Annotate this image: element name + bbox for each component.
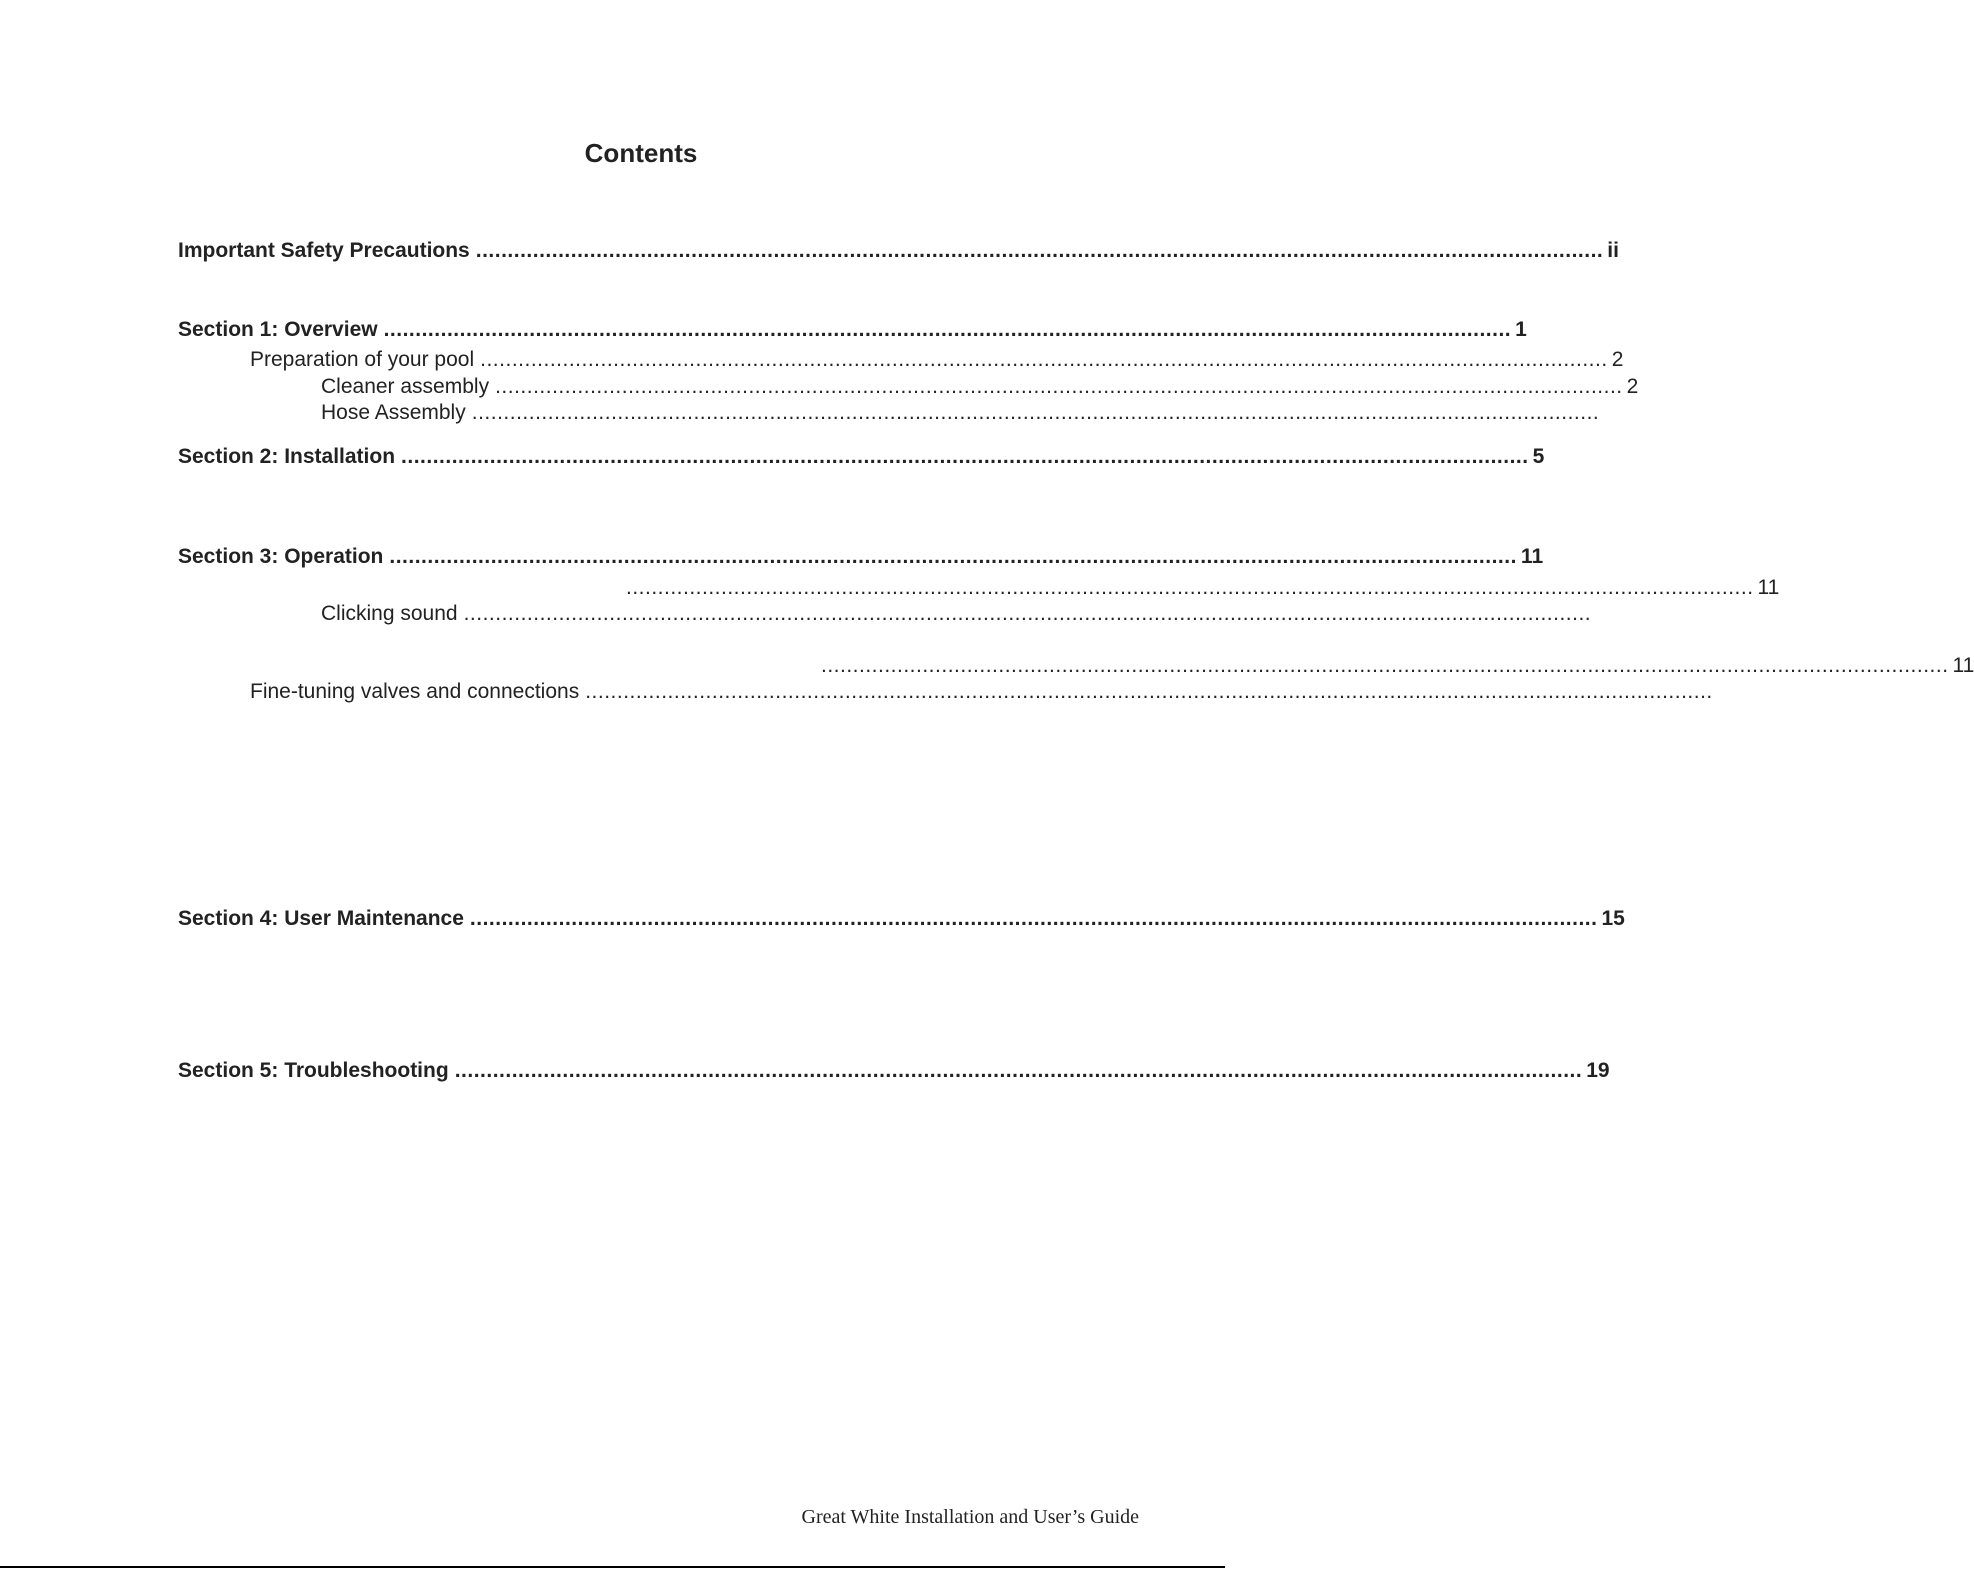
toc-leader: ..................................................................................................................................................................................: [471, 401, 1600, 424]
toc-entry-fine-tuning[interactable]: [250, 678, 1713, 706]
toc-label: Important Safety Precautions: [178, 239, 470, 262]
toc-entry-section-3[interactable]: [178, 543, 1544, 571]
toc-entry-hose-assembly[interactable]: [321, 399, 1600, 427]
toc-leader: ..................................................................................................................................................................................: [383, 318, 1512, 341]
toc-leader: ..................................................................................................................................................................................: [821, 654, 1949, 677]
toc-leader: ..................................................................................................................................................................................: [626, 576, 1754, 599]
toc-entry-section-2[interactable]: [178, 443, 1545, 471]
toc-leader: ..................................................................................................................................................................................: [585, 680, 1713, 703]
toc-entry-section-1[interactable]: [178, 316, 1527, 344]
page-title: Contents: [584, 138, 698, 168]
toc-entry-section-3-subentry-2[interactable]: [815, 652, 1974, 680]
toc-page-number: 15: [1601, 907, 1625, 930]
toc-page-number: 2: [1611, 348, 1624, 371]
toc-entry-preparation[interactable]: [250, 346, 1624, 374]
toc-entry-section-3-subentry[interactable]: [620, 574, 1780, 602]
toc-entry-section-5[interactable]: [178, 1057, 1610, 1085]
toc-page-number: 5: [1532, 445, 1545, 468]
toc-page-number: 1: [1515, 318, 1527, 341]
toc-entry-section-4[interactable]: [178, 905, 1625, 933]
toc-entry-safety[interactable]: [178, 237, 1619, 265]
toc-label: Clicking sound: [321, 602, 458, 625]
page-footer: Great White Installation and User’s Guide: [801, 1506, 1139, 1528]
toc-page-number: 2: [1626, 375, 1639, 398]
toc-leader: ..................................................................................................................................................................................: [495, 375, 1623, 398]
toc-label: Section 5: Troubleshooting: [178, 1059, 449, 1082]
toc-label: Section 3: Operation: [178, 545, 384, 568]
toc-label: Cleaner assembly: [321, 375, 490, 398]
toc-leader: ..................................................................................................................................................................................: [389, 545, 1517, 568]
toc-leader: ..................................................................................................................................................................................: [475, 239, 1604, 262]
toc-label: Preparation of your pool: [250, 348, 475, 371]
toc-leader: ..................................................................................................................................................................................: [454, 1059, 1583, 1082]
toc-label: Hose Assembly: [321, 401, 466, 424]
toc-page-number: 11: [1520, 545, 1544, 568]
toc-label: Fine-tuning valves and connections: [250, 680, 580, 703]
toc-leader: ..................................................................................................................................................................................: [480, 348, 1608, 371]
toc-page-number: 11: [1952, 654, 1974, 677]
toc-page-number: 11: [1757, 576, 1780, 599]
toc-entry-cleaner-assembly[interactable]: [321, 373, 1639, 401]
toc-label: Section 4: User Maintenance: [178, 907, 464, 930]
toc-leader: ..................................................................................................................................................................................: [469, 907, 1598, 930]
bottom-divider: [0, 1566, 1225, 1568]
toc-page-number: 19: [1586, 1059, 1610, 1082]
toc-leader: ..................................................................................................................................................................................: [401, 445, 1529, 468]
toc-entry-clicking-sound[interactable]: [321, 600, 1592, 628]
toc-label: Section 1: Overview: [178, 318, 378, 341]
toc-leader: ..................................................................................................................................................................................: [463, 602, 1592, 625]
toc-label: Section 2: Installation: [178, 445, 396, 468]
toc-page-number: ii: [1607, 239, 1619, 262]
